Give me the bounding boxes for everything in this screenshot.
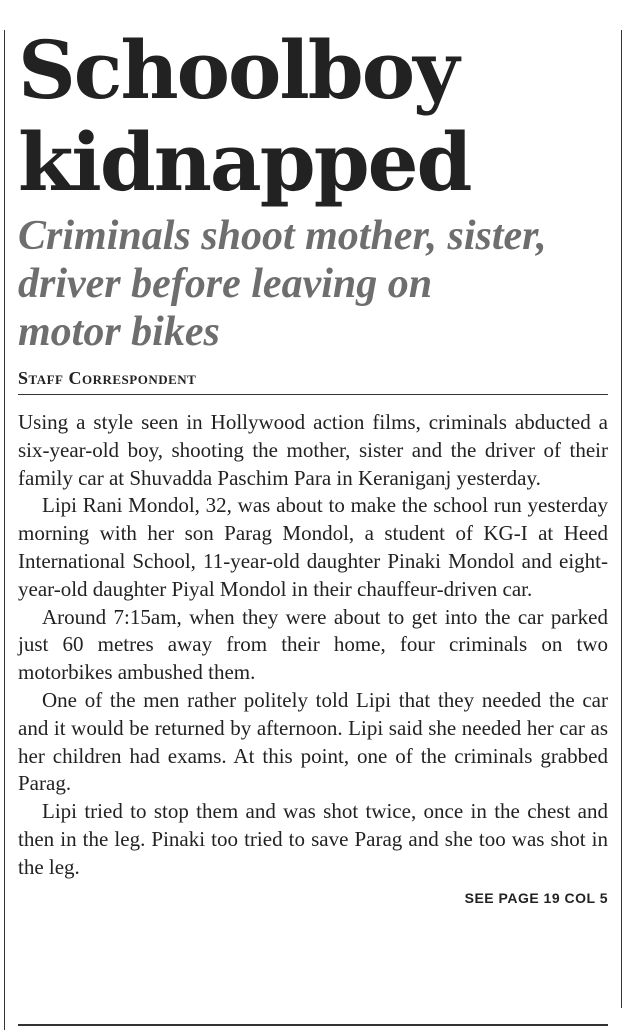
- paragraph-1: Using a style seen in Hollywood action films, criminals abducted a six-year-old boy, shooting the mother, sister and the driver of their family car at Shuvadda Paschim Para in Keraniganj yesterday.: [18, 410, 608, 490]
- continuation-jump-line: SEE PAGE 19 COL 5: [464, 889, 608, 906]
- subheadline-line-3: motor bikes: [18, 309, 220, 355]
- subheadline: [18, 212, 608, 356]
- subheadline-line-1: Criminals shoot mother, sister,: [18, 213, 547, 259]
- headline-line-1: Schoolboy: [18, 23, 458, 117]
- column-rule-bottom: [18, 1024, 608, 1026]
- headline-line-2: kidnapped: [18, 115, 471, 209]
- paragraph-3: Around 7:15am, when they were about to get into the car parked just 60 metres away from their home, four criminals on two motorbikes ambushed them.: [18, 604, 608, 685]
- paragraph-4: One of the men rather politely told Lipi that they needed the car and it would be returned by afternoon. Lipi said she needed her car as her children had exams. At this point, one of the criminals grabbed Parag.: [18, 687, 608, 796]
- news-article: [18, 24, 608, 906]
- article-body: [18, 409, 608, 882]
- subheadline-line-2: driver before leaving on: [18, 261, 433, 307]
- byline: Staff Correspondent: [18, 368, 608, 395]
- headline: [18, 24, 608, 208]
- column-rule-right: [621, 30, 622, 1008]
- paragraph-5: Lipi tried to stop them and was shot twice, once in the chest and then in the leg. Pinaki too tried to save Parag and she too was shot in the leg.: [18, 799, 608, 879]
- paragraph-2: Lipi Rani Mondol, 32, was about to make the school run yesterday morning with her son Parag Mondol, a student of KG-I at Heed International School, 11-year-old daughter Pinaki Mondol and eight-year-old daughter Piyal Mondol in their chauffeur-driven car.: [18, 493, 608, 601]
- column-rule-left: [4, 30, 5, 1030]
